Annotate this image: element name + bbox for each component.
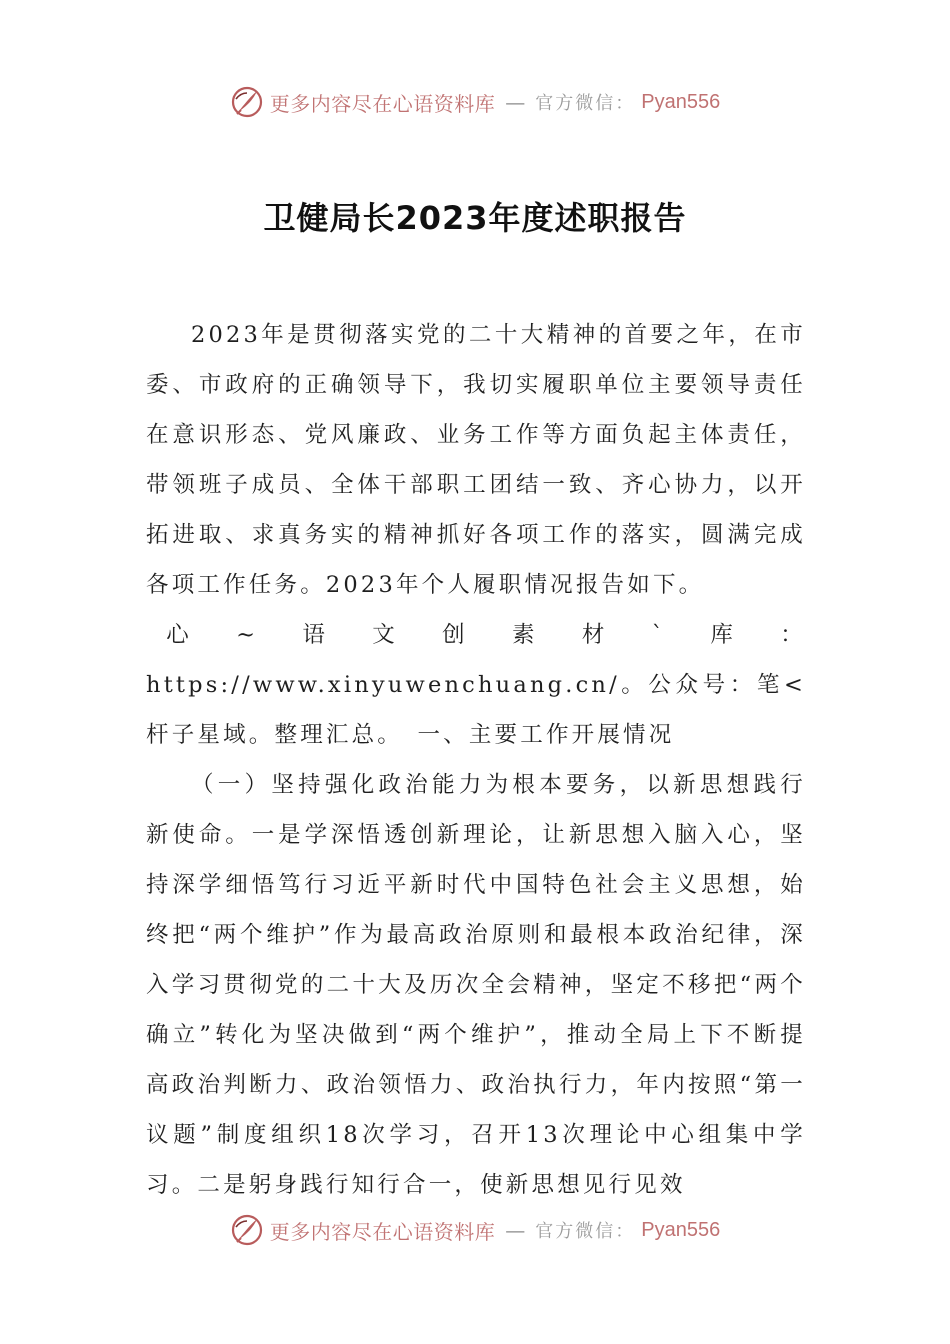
quill-pen-logo-icon: [230, 1213, 264, 1247]
document-body: [146, 310, 806, 1210]
paragraph-section-one: （一）坚持强化政治能力为根本要务，以新思想践行新使命。一是学深悟透创新理论，让新思想入脑入心，坚持深学细悟笃行习近平新时代中国特色社会主义思想，始终把“两个维护”作为最高政治原则和最根本政治纪律，深入学习贯彻党的二十大及历次全会精神，坚定不移把“两个确立”转化为坚决做到“两个维护”，推动全局上下不断提高政治判断力、政治领悟力、政治执行力，年内按照“第一议题”制度组织18次学习，召开13次理论中心组集中学习。二是躬身践行知行合一，使新思想见行见效: [146, 772, 806, 1198]
document-title: 卫健局长2023年度述职报告: [263, 199, 687, 238]
watermark-banner-bottom: [0, 1210, 950, 1250]
watermark-label: 官方微信：: [535, 93, 636, 114]
watermark-text: 更多内容尽在心语资料库: [269, 1219, 496, 1244]
watermark-separator: —: [505, 1218, 526, 1242]
watermark-label: 官方微信：: [535, 1221, 636, 1242]
watermark-separator: —: [505, 90, 526, 114]
paragraph-intro: 2023年是贯彻落实党的二十大精神的首要之年，在市委、市政府的正确领导下，我切实履职单位主要领导责任在意识形态、党风廉政、业务工作等方面负起主体责任，带领班子成员、全体干部职工团结一致、齐心协力，以开拓进取、求真务实的精神抓好各项工作的落实，圆满完成各项工作任务。2023年个人履职情况报告如下。: [146, 322, 806, 598]
watermark-text: 更多内容尽在心语资料库: [269, 91, 496, 116]
watermark-wechat-id: Pyan556: [641, 90, 721, 113]
watermark-banner-top: [0, 82, 950, 122]
watermark-wechat-id: Pyan556: [641, 1218, 721, 1241]
quill-pen-logo-icon: [230, 85, 264, 119]
paragraph-source-note: 心~语文创素材`库：https://www.xinyuwenchuang.cn/。公众号：笔<杆子星域。整理汇总。 一、主要工作开展情况: [146, 622, 806, 748]
